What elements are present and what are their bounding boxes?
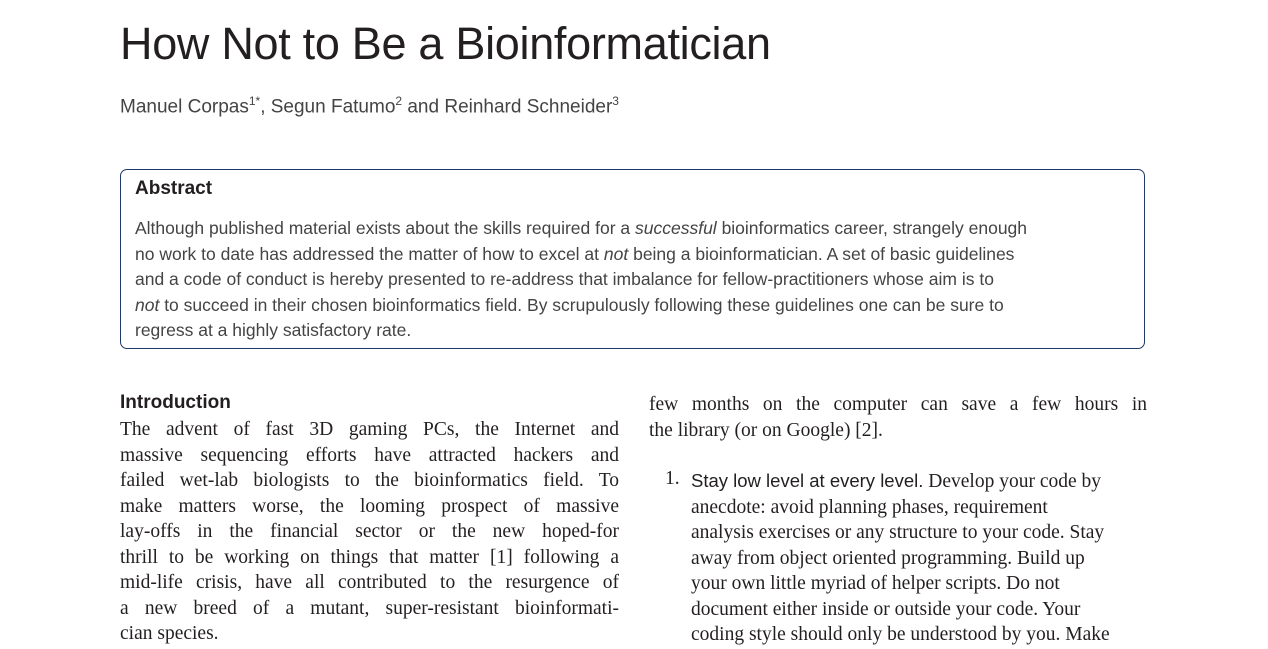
abstract-text <box>135 216 1130 344</box>
body-line: lay-offs in the financial sector or the new hoped-for <box>120 521 619 542</box>
body-line: mid-life crisis, have all contributed to the resurgence of <box>120 572 619 593</box>
abstract-text-run: being a bioinformatician. A set of basic guidelines <box>628 243 1015 264</box>
author-list <box>120 94 619 118</box>
list-item-lead: Stay low level at every level. <box>691 470 924 491</box>
list-line: coding style should only be understood by you. Make <box>691 624 1110 645</box>
author-affiliation: 1* <box>248 94 261 108</box>
list-item-number: 1. <box>665 468 680 489</box>
author-name: Reinhard Schneider <box>444 96 613 118</box>
list-item-text <box>691 468 1151 648</box>
abstract-emphasis: not <box>603 243 629 264</box>
abstract-heading: Abstract <box>135 178 213 199</box>
author-separator: and <box>402 96 445 118</box>
list-line: analysis exercises or any structure to your code. Stay <box>691 522 1105 543</box>
abstract-text-run: to succeed in their chosen bioinformatics field. By scrupulously following these guidelines one can be sure to <box>159 294 1004 315</box>
abstract-line <box>135 267 1130 293</box>
body-line: cian species. <box>120 623 219 644</box>
body-line: failed wet-lab biologists to the bioinformatics field. To <box>120 470 619 491</box>
body-line: few months on the computer can save a few hours in <box>649 394 1147 415</box>
body-line: make matters worse, the looming prospect of massive <box>120 495 619 517</box>
abstract-box <box>120 169 1145 349</box>
abstract-text-run: and a code of conduct is hereby presented to re-address that imbalance for fellow-practitioners whose aim is to <box>135 269 994 289</box>
body-line: thrill to be working on things that matter [1] following a <box>120 546 619 568</box>
abstract-text-run: no work to date has addressed the matter of how to excel at <box>135 243 604 264</box>
list-line: away from object oriented programming. Build up <box>691 547 1085 569</box>
list-text-run: Develop your code by <box>923 471 1102 492</box>
author-affiliation: 3 <box>612 94 619 108</box>
abstract-line <box>135 242 1130 268</box>
author-name: Segun Fatumo <box>270 96 396 118</box>
abstract-emphasis: successful <box>635 218 717 238</box>
body-line: massive sequencing efforts have attracted hackers and <box>120 444 619 466</box>
abstract-line <box>135 318 1130 344</box>
introduction-heading: Introduction <box>120 392 231 413</box>
abstract-text-run: bioinformatics career, strangely enough <box>716 218 1028 238</box>
introduction-paragraph <box>120 417 619 647</box>
abstract-emphasis: not <box>135 294 160 315</box>
list-line: document either inside or outside your code. Your <box>691 598 1081 620</box>
column2-paragraph <box>649 392 1147 443</box>
paper-title: How Not to Be a Bioinformatician <box>120 18 771 69</box>
list-line <box>691 468 1151 495</box>
abstract-text-run: regress at a highly satisfactory rate. <box>135 320 412 340</box>
author-separator: , <box>260 96 271 118</box>
abstract-text-run: Although published material exists about the skills required for a <box>135 218 635 238</box>
author-name: Manuel Corpas <box>120 96 249 118</box>
list-line: your own little myriad of helper scripts. Do not <box>691 573 1060 594</box>
abstract-line <box>135 216 1130 242</box>
body-line: The advent of fast 3D gaming PCs, the Internet and <box>120 419 619 440</box>
author-affiliation: 2 <box>395 94 403 108</box>
body-line: the library (or on Google) [2]. <box>649 419 883 441</box>
body-line: a new breed of a mutant, super-resistant bioinformati- <box>120 597 619 619</box>
abstract-line <box>135 293 1130 319</box>
list-line: anecdote: avoid planning phases, requirement <box>691 496 1048 518</box>
